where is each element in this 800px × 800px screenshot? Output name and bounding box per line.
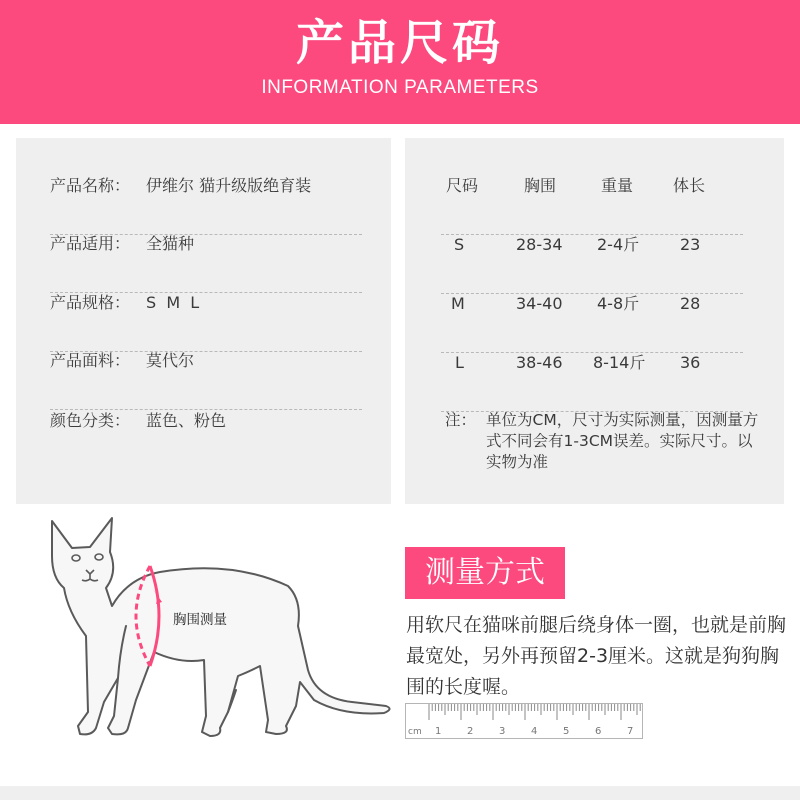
ruler-number: 1 (435, 726, 442, 737)
info-key: 颜色分类： (50, 411, 131, 430)
table-row (441, 294, 743, 353)
table-row (441, 353, 743, 412)
weight-cell: 4-8斤 (597, 294, 640, 313)
table-row (441, 235, 743, 294)
page-subtitle: INFORMATION PARAMETERS (261, 77, 539, 98)
info-row-name (50, 176, 362, 235)
length-cell: 36 (680, 353, 701, 372)
ruler-number: 7 (627, 726, 634, 737)
info-row-spec (50, 293, 362, 352)
ruler-unit: cm (408, 727, 422, 737)
ruler-number: 6 (595, 726, 602, 737)
info-row-color (50, 411, 362, 469)
info-row-suitable (50, 234, 362, 293)
length-cell: 23 (680, 235, 701, 254)
info-value: 蓝色、粉色 (146, 411, 227, 430)
chest-measure-label: 胸围测量 (173, 612, 227, 628)
chest-cell: 28-34 (516, 235, 563, 254)
size-table-panel (405, 138, 784, 504)
measure-title-tag (405, 547, 565, 599)
ruler-number: 5 (563, 726, 570, 737)
info-key: 产品规格： (50, 293, 131, 312)
info-value: 莫代尔 (146, 351, 195, 370)
ruler-number: 3 (499, 726, 506, 737)
weight-cell: 2-4斤 (597, 235, 640, 254)
note-label: 注： (445, 411, 477, 429)
info-value: 伊维尔 猫升级版绝育装 (146, 176, 312, 195)
info-key: 产品名称： (50, 176, 131, 195)
info-row-fabric (50, 351, 362, 410)
info-key: 产品面料： (50, 351, 131, 370)
column-header: 重量 (601, 176, 634, 195)
measure-title: 测量方式 (425, 555, 545, 590)
size-cell: S (454, 235, 465, 254)
column-header: 体长 (673, 176, 706, 195)
ruler-icon (405, 703, 643, 739)
ruler-number: 4 (531, 726, 538, 737)
info-key: 产品适用： (50, 234, 131, 253)
size-cell: L (455, 353, 464, 372)
length-cell: 28 (680, 294, 701, 313)
header-banner (0, 0, 800, 124)
weight-cell: 8-14斤 (593, 353, 646, 372)
cat-illustration (40, 514, 400, 772)
measure-description: 用软尺在猫咪前腿后绕身体一圈，也就是前胸最宽处，另外再预留2-3厘米。这就是狗狗胸围的长度喔。 (406, 614, 787, 698)
size-table-header (441, 176, 743, 235)
column-header: 胸围 (524, 176, 557, 195)
product-info-panel (16, 138, 391, 504)
note-text: 单位为CM，尺寸为实际测量，因测量方式不同会有1-3CM误差。实际尺寸。以实物为准 (486, 411, 759, 471)
page-title: 产品尺码 (295, 15, 504, 71)
column-header: 尺码 (446, 176, 479, 195)
size-cell: M (451, 294, 465, 313)
info-value: 全猫种 (146, 234, 195, 253)
ruler-number: 2 (467, 726, 474, 737)
chest-cell: 34-40 (516, 294, 563, 313)
bottom-strip (0, 786, 800, 800)
info-value: S M L (146, 293, 200, 312)
chest-cell: 38-46 (516, 353, 563, 372)
